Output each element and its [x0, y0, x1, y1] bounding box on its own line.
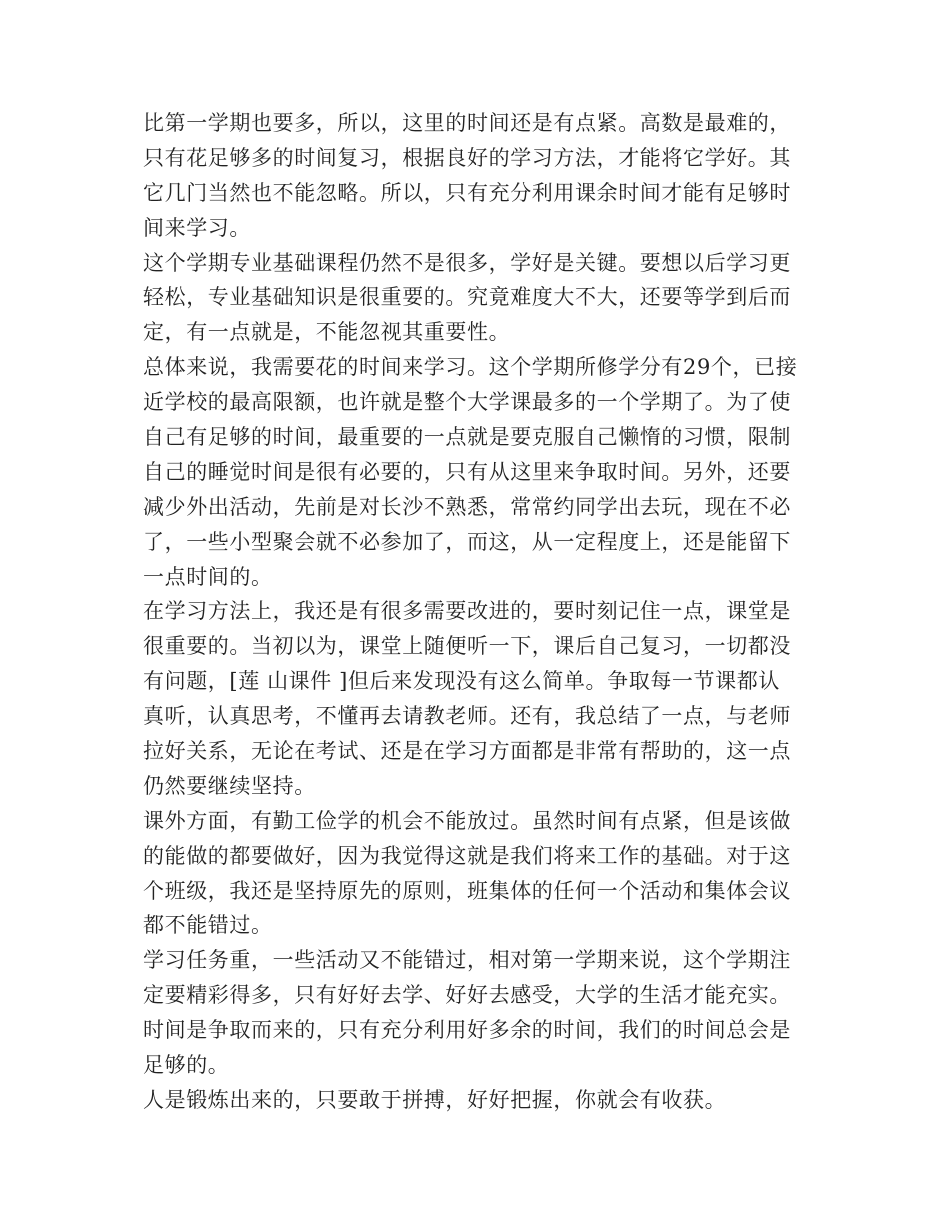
text-line: 课外方面，有勤工俭学的机会不能放过。虽然时间有点紧，但是该做	[143, 808, 791, 833]
text-line: 自己的睡觉时间是很有必要的，只有从这里来争取时间。另外，还要	[143, 459, 791, 484]
text-line: 这个学期专业基础课程仍然不是很多，学好是关键。要想以后学习更	[143, 250, 791, 275]
text-line: 总体来说，我需要花的时间来学习。这个学期所修学分有29个，已接	[143, 355, 798, 380]
text-line: 的能做的都要做好，因为我觉得这就是我们将来工作的基础。对于这	[143, 843, 791, 868]
text-line: 比第一学期也要多，所以，这里的时间还是有点紧。高数是最难的，	[143, 111, 791, 135]
text-line: 时间是争取而来的，只有充分利用好多余的时间，我们的时间总会是	[143, 1018, 791, 1043]
text-line: 间来学习。	[143, 215, 251, 240]
text-line: 自己有足够的时间，最重要的一点就是要克服自己懒惰的习惯，限制	[143, 425, 791, 450]
text-line: 定，有一点就是，不能忽视其重要性。	[143, 320, 511, 345]
text-line: 了，一些小型聚会就不必参加了，而这，从一定程度上，还是能留下	[143, 529, 791, 554]
text-line: 都不能错过。	[143, 913, 273, 938]
document-body	[143, 106, 813, 1118]
text-line: 它几门当然也不能忽略。所以，只有充分利用课余时间才能有足够时	[143, 180, 791, 205]
text-line: 仍然要继续坚持。	[143, 773, 316, 798]
text-line: 很重要的。当初以为，课堂上随便听一下，课后自己复习，一切都没	[143, 634, 791, 659]
text-line: 定要精彩得多，只有好好去学、好好去感受，大学的生活才能充实。	[143, 983, 791, 1008]
text-line: 只有花足够多的时间复习，根据良好的学习方法，才能将它学好。其	[143, 145, 791, 170]
text-line: 减少外出活动，先前是对长沙不熟悉，常常约同学出去玩，现在不必	[143, 494, 791, 519]
text-line: 轻松，专业基础知识是很重要的。究竟难度大不大，还要等学到后而	[143, 285, 791, 310]
text-line: 一点时间的。	[143, 564, 273, 589]
text-line: 学习任务重，一些活动又不能错过，相对第一学期来说，这个学期注	[143, 948, 791, 973]
text-line: 人是锻炼出来的，只要敢于拼搏，好好把握，你就会有收获。	[143, 1087, 727, 1112]
text-line: 足够的。	[143, 1053, 230, 1078]
text-line: 有问题，[莲 山课件 ]但后来发现没有这么简单。争取每一节课都认	[143, 669, 780, 694]
text-line: 个班级，我还是坚持原先的原则，班集体的任何一个活动和集体会议	[143, 878, 791, 903]
text-line: 在学习方法上，我还是有很多需要改进的，要时刻记住一点，课堂是	[143, 599, 791, 624]
text-line: 真听，认真思考，不懂再去请教老师。还有，我总结了一点，与老师	[143, 704, 791, 729]
text-line: 近学校的最高限额，也许就是整个大学课最多的一个学期了。为了使	[143, 390, 791, 415]
text-line: 拉好关系，无论在考试、还是在学习方面都是非常有帮助的，这一点	[143, 739, 791, 764]
